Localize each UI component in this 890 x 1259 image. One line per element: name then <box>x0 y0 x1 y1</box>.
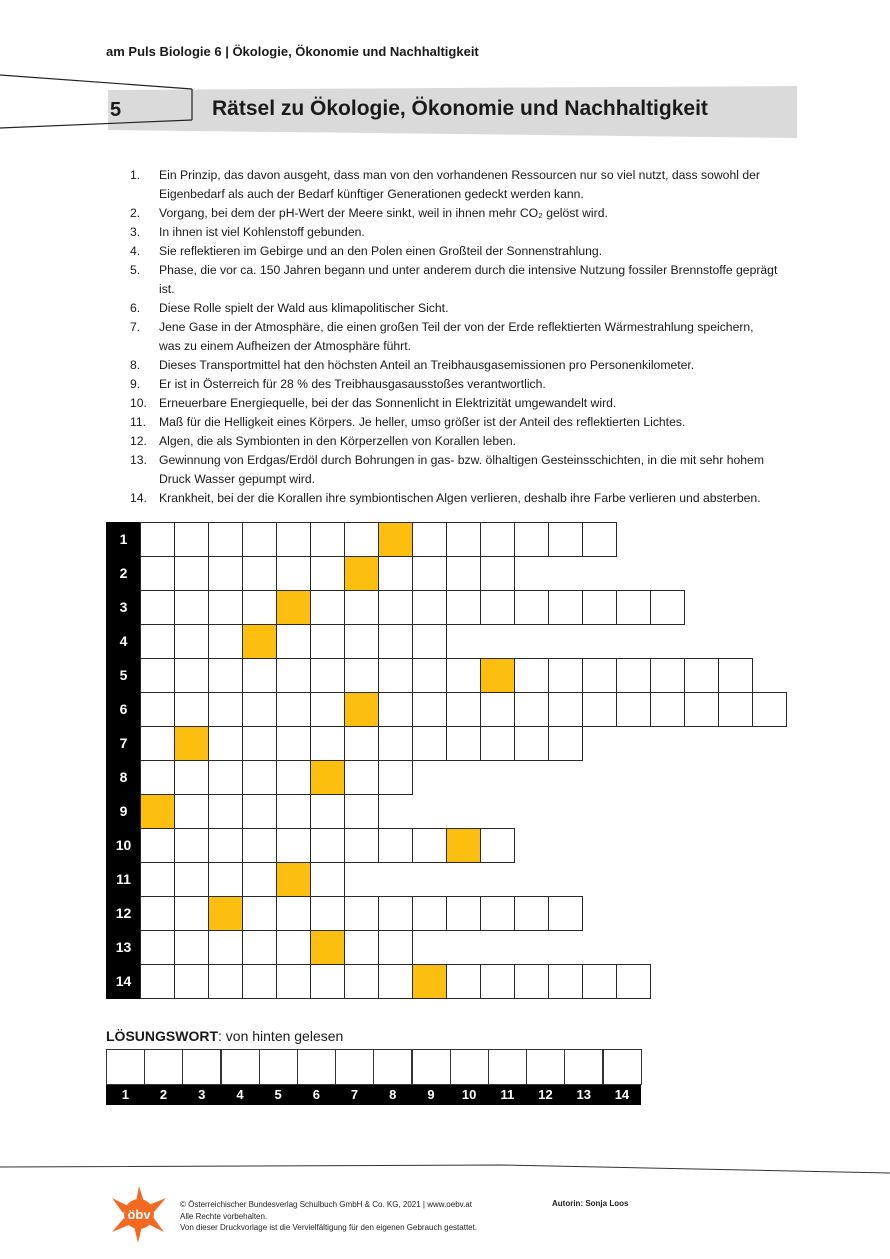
solution-letter-cell[interactable] <box>208 896 243 931</box>
letter-cell[interactable] <box>276 760 311 795</box>
solution-box[interactable] <box>144 1049 183 1085</box>
oebv-logo <box>108 1182 170 1246</box>
row-number: 7 <box>106 726 141 761</box>
letter-cell[interactable] <box>446 522 481 557</box>
row-number: 9 <box>106 794 141 829</box>
letter-cell[interactable] <box>582 590 617 625</box>
letter-cell[interactable] <box>480 590 515 625</box>
solution-number: 1 <box>106 1085 145 1105</box>
letter-cell[interactable] <box>310 726 345 761</box>
clue-item <box>130 451 778 489</box>
solution-number: 5 <box>259 1085 298 1105</box>
solution-number: 9 <box>412 1085 451 1105</box>
letter-cell[interactable] <box>140 726 175 761</box>
letter-cell[interactable] <box>242 930 277 965</box>
letter-cell[interactable] <box>242 862 277 897</box>
solution-letter-cell[interactable] <box>310 760 345 795</box>
letter-cell[interactable] <box>378 624 413 659</box>
letter-cell[interactable] <box>616 692 651 727</box>
letter-cell[interactable] <box>344 828 379 863</box>
solution-number: 10 <box>450 1085 489 1105</box>
solution-number: 2 <box>144 1085 183 1105</box>
solution-box[interactable] <box>335 1049 374 1085</box>
solution-letter-cell[interactable] <box>412 964 447 999</box>
letter-cell[interactable] <box>276 556 311 591</box>
letter-cell[interactable] <box>412 658 447 693</box>
letter-cell[interactable] <box>548 522 583 557</box>
clue-item <box>130 299 778 318</box>
letter-cell[interactable] <box>752 692 787 727</box>
letter-cell[interactable] <box>480 726 515 761</box>
letter-cell[interactable] <box>378 556 413 591</box>
letter-cell[interactable] <box>446 590 481 625</box>
footer-divider <box>0 1160 890 1176</box>
letter-cell[interactable] <box>174 658 209 693</box>
letter-cell[interactable] <box>208 794 243 829</box>
solution-number: 12 <box>526 1085 565 1105</box>
letter-cell[interactable] <box>310 828 345 863</box>
letter-cell[interactable] <box>140 522 175 557</box>
letter-cell[interactable] <box>140 862 175 897</box>
row-number: 3 <box>106 590 141 625</box>
letter-cell[interactable] <box>174 828 209 863</box>
clue-text: Erneuerbare Energiequelle, bei der das Sonnenlicht in Elektrizität umgewandelt wird. <box>159 396 617 410</box>
letter-cell[interactable] <box>480 522 515 557</box>
letter-cell[interactable] <box>310 658 345 693</box>
letter-cell[interactable] <box>242 794 277 829</box>
solution-letter-cell[interactable] <box>276 862 311 897</box>
solution-number: 4 <box>221 1085 260 1105</box>
logo-text: öbv <box>127 1207 151 1222</box>
row-number: 8 <box>106 760 141 795</box>
letter-cell[interactable] <box>174 794 209 829</box>
solution-number: 7 <box>335 1085 374 1105</box>
letter-cell[interactable] <box>276 658 311 693</box>
clue-item <box>130 261 778 299</box>
clue-item <box>130 166 778 204</box>
clue-number: 3. <box>130 225 141 239</box>
letter-cell[interactable] <box>242 964 277 999</box>
letter-cell[interactable] <box>378 760 413 795</box>
row-number: 1 <box>106 522 141 557</box>
letter-cell[interactable] <box>514 964 549 999</box>
letter-cell[interactable] <box>276 828 311 863</box>
clue-item <box>130 489 778 508</box>
letter-cell[interactable] <box>208 828 243 863</box>
letter-cell[interactable] <box>310 862 345 897</box>
solution-box[interactable] <box>373 1049 412 1085</box>
letter-cell[interactable] <box>446 692 481 727</box>
letter-cell[interactable] <box>412 522 447 557</box>
clue-number: 5. <box>130 263 141 277</box>
letter-cell[interactable] <box>174 692 209 727</box>
letter-cell[interactable] <box>208 726 243 761</box>
letter-cell[interactable] <box>174 522 209 557</box>
letter-cell[interactable] <box>276 726 311 761</box>
letter-cell[interactable] <box>582 692 617 727</box>
letter-cell[interactable] <box>310 590 345 625</box>
letter-cell[interactable] <box>514 692 549 727</box>
letter-cell[interactable] <box>174 556 209 591</box>
solution-number: 3 <box>182 1085 221 1105</box>
clue-number: 9. <box>130 377 141 391</box>
clue-text: Er ist in Österreich für 28 % des Treibhausgasausstoßes verantwortlich. <box>159 377 546 391</box>
clue-text: Ein Prinzip, das davon ausgeht, dass man von den vorhandenen Ressourcen nur so viel nutzt, dass sowohl der Eigenbedarf als auch der Bedarf künftiger Generationen gedeckt werden kann. <box>159 168 760 201</box>
solution-box[interactable] <box>412 1049 451 1085</box>
letter-cell[interactable] <box>446 726 481 761</box>
letter-cell[interactable] <box>140 828 175 863</box>
letter-cell[interactable] <box>208 692 243 727</box>
letter-cell[interactable] <box>276 896 311 931</box>
letter-cell[interactable] <box>412 624 447 659</box>
clue-number: 4. <box>130 244 141 258</box>
row-number: 2 <box>106 556 141 591</box>
letter-cell[interactable] <box>548 726 583 761</box>
clue-number: 1. <box>130 168 141 182</box>
letter-cell[interactable] <box>276 964 311 999</box>
letter-cell[interactable] <box>412 726 447 761</box>
clue-text: In ihnen ist viel Kohlenstoff gebunden. <box>159 225 365 239</box>
solution-letter-cell[interactable] <box>310 930 345 965</box>
letter-cell[interactable] <box>378 726 413 761</box>
letter-cell[interactable] <box>242 658 277 693</box>
solution-letter-cell[interactable] <box>276 590 311 625</box>
letter-cell[interactable] <box>174 964 209 999</box>
letter-cell[interactable] <box>174 862 209 897</box>
letter-cell[interactable] <box>344 930 379 965</box>
solution-box[interactable] <box>297 1049 336 1085</box>
letter-cell[interactable] <box>446 556 481 591</box>
letter-cell[interactable] <box>480 828 515 863</box>
letter-cell[interactable] <box>514 896 549 931</box>
clue-text: Maß für die Helligkeit eines Körpers. Je heller, umso größer ist der Anteil des reflektierten Lichtes. <box>159 415 686 429</box>
clue-number: 14. <box>130 491 147 505</box>
letter-cell[interactable] <box>412 692 447 727</box>
solution-box[interactable] <box>106 1049 145 1085</box>
solution-letter-cell[interactable] <box>140 794 175 829</box>
letter-cell[interactable] <box>140 556 175 591</box>
clue-number: 12. <box>130 434 147 448</box>
clue-item <box>130 413 778 432</box>
letter-cell[interactable] <box>310 624 345 659</box>
row-number: 13 <box>106 930 141 965</box>
letter-cell[interactable] <box>344 726 379 761</box>
letter-cell[interactable] <box>344 590 379 625</box>
solution-number: 8 <box>373 1085 412 1105</box>
clue-text: Dieses Transportmittel hat den höchsten Anteil an Treibhausgasemissionen pro Personenkilometer. <box>159 358 695 372</box>
solution-box[interactable] <box>564 1049 603 1085</box>
footer-rights: Alle Rechte vorbehalten. <box>180 1211 268 1221</box>
clue-number: 8. <box>130 358 141 372</box>
clue-item <box>130 394 778 413</box>
letter-cell[interactable] <box>242 556 277 591</box>
letter-cell[interactable] <box>174 930 209 965</box>
clue-text: Phase, die vor ca. 150 Jahren begann und unter anderem durch die intensive Nutzung fossiler Brennstoffe geprägt ist. <box>159 263 778 296</box>
chapter-title: Rätsel zu Ökologie, Ökonomie und Nachhaltigkeit <box>212 97 708 120</box>
letter-cell[interactable] <box>548 590 583 625</box>
letter-cell[interactable] <box>310 896 345 931</box>
letter-cell[interactable] <box>276 624 311 659</box>
letter-cell[interactable] <box>242 828 277 863</box>
letter-cell[interactable] <box>514 658 549 693</box>
letter-cell[interactable] <box>310 794 345 829</box>
letter-cell[interactable] <box>718 692 753 727</box>
letter-cell[interactable] <box>684 658 719 693</box>
letter-cell[interactable] <box>412 590 447 625</box>
letter-cell[interactable] <box>412 556 447 591</box>
letter-cell[interactable] <box>378 828 413 863</box>
letter-cell[interactable] <box>140 658 175 693</box>
clue-number: 6. <box>130 301 141 315</box>
solution-number: 11 <box>488 1085 527 1105</box>
chapter-number: 5 <box>110 99 122 121</box>
solution-number: 6 <box>297 1085 336 1105</box>
clue-number: 13. <box>130 453 147 467</box>
row-number: 6 <box>106 692 141 727</box>
solution-label-bold: LÖSUNGSWORT <box>106 1028 218 1044</box>
letter-cell[interactable] <box>650 692 685 727</box>
letter-cell[interactable] <box>446 964 481 999</box>
letter-cell[interactable] <box>378 930 413 965</box>
letter-cell[interactable] <box>548 896 583 931</box>
letter-cell[interactable] <box>242 760 277 795</box>
letter-cell[interactable] <box>208 930 243 965</box>
letter-cell[interactable] <box>208 522 243 557</box>
solution-letter-cell[interactable] <box>174 726 209 761</box>
clue-text: Jene Gase in der Atmosphäre, die einen großen Teil der von der Erde reflektierten Wärmestrahlung speichern, was zu einem Aufheizen der Atmosphäre führt. <box>159 320 754 353</box>
letter-cell[interactable] <box>174 590 209 625</box>
letter-cell[interactable] <box>310 964 345 999</box>
clue-text: Diese Rolle spielt der Wald aus klimapolitischer Sicht. <box>159 301 449 315</box>
letter-cell[interactable] <box>684 692 719 727</box>
letter-cell[interactable] <box>378 658 413 693</box>
clue-text: Gewinnung von Erdgas/Erdöl durch Bohrungen in gas- bzw. ölhaltigen Gesteinsschichten, in die mit sehr hohem Druck Wasser gepumpt wird. <box>159 453 764 486</box>
letter-cell[interactable] <box>208 862 243 897</box>
letter-cell[interactable] <box>650 658 685 693</box>
clue-item <box>130 318 778 356</box>
letter-cell[interactable] <box>242 590 277 625</box>
letter-cell[interactable] <box>616 658 651 693</box>
letter-cell[interactable] <box>446 896 481 931</box>
solution-letter-cell[interactable] <box>446 828 481 863</box>
letter-cell[interactable] <box>140 624 175 659</box>
letter-cell[interactable] <box>344 794 379 829</box>
letter-cell[interactable] <box>208 556 243 591</box>
letter-cell[interactable] <box>140 964 175 999</box>
letter-cell[interactable] <box>514 590 549 625</box>
letter-cell[interactable] <box>208 658 243 693</box>
letter-cell[interactable] <box>242 896 277 931</box>
clue-text: Krankheit, bei der die Korallen ihre symbiontischen Algen verlieren, deshalb ihre Farbe verlieren und absterben. <box>159 491 761 505</box>
letter-cell[interactable] <box>174 760 209 795</box>
clue-item <box>130 432 778 451</box>
row-number: 10 <box>106 828 141 863</box>
letter-cell[interactable] <box>140 692 175 727</box>
letter-cell[interactable] <box>514 522 549 557</box>
letter-cell[interactable] <box>140 760 175 795</box>
solution-box[interactable] <box>450 1049 489 1085</box>
letter-cell[interactable] <box>378 692 413 727</box>
letter-cell[interactable] <box>412 896 447 931</box>
letter-cell[interactable] <box>344 760 379 795</box>
row-number: 14 <box>106 964 141 999</box>
solution-box[interactable] <box>221 1049 260 1085</box>
clue-list <box>130 166 778 508</box>
clue-number: 7. <box>130 320 141 334</box>
footer-author: Autorin: Sonja Loos <box>552 1199 629 1208</box>
letter-cell[interactable] <box>718 658 753 693</box>
letter-cell[interactable] <box>650 590 685 625</box>
letter-cell[interactable] <box>242 522 277 557</box>
letter-cell[interactable] <box>582 964 617 999</box>
letter-cell[interactable] <box>344 896 379 931</box>
letter-cell[interactable] <box>276 930 311 965</box>
solution-box[interactable] <box>526 1049 565 1085</box>
letter-cell[interactable] <box>344 658 379 693</box>
letter-cell[interactable] <box>582 658 617 693</box>
footer-copyright: © Österreichischer Bundesverlag Schulbuch GmbH & Co. KG, 2021 | www.oebv.at <box>180 1200 472 1209</box>
letter-cell[interactable] <box>174 624 209 659</box>
solution-label-rest: : von hinten gelesen <box>218 1028 344 1044</box>
clue-item <box>130 242 778 261</box>
letter-cell[interactable] <box>616 964 651 999</box>
solution-letter-cell[interactable] <box>344 556 379 591</box>
solution-number: 13 <box>564 1085 603 1105</box>
letter-cell[interactable] <box>480 964 515 999</box>
letter-cell[interactable] <box>140 896 175 931</box>
letter-cell[interactable] <box>344 624 379 659</box>
letter-cell[interactable] <box>276 522 311 557</box>
clue-item <box>130 204 778 223</box>
row-number: 4 <box>106 624 141 659</box>
letter-cell[interactable] <box>140 590 175 625</box>
clue-item <box>130 375 778 394</box>
letter-cell[interactable] <box>276 692 311 727</box>
solution-letter-cell[interactable] <box>480 658 515 693</box>
letter-cell[interactable] <box>378 964 413 999</box>
solution-label <box>106 1028 343 1044</box>
letter-cell[interactable] <box>480 692 515 727</box>
letter-cell[interactable] <box>276 794 311 829</box>
letter-cell[interactable] <box>140 930 175 965</box>
letter-cell[interactable] <box>412 828 447 863</box>
solution-letter-cell[interactable] <box>344 692 379 727</box>
solution-box[interactable] <box>259 1049 298 1085</box>
clue-number: 10. <box>130 396 147 410</box>
letter-cell[interactable] <box>310 692 345 727</box>
letter-cell[interactable] <box>310 522 345 557</box>
clue-item <box>130 356 778 375</box>
letter-cell[interactable] <box>616 590 651 625</box>
solution-letter-cell[interactable] <box>378 522 413 557</box>
letter-cell[interactable] <box>208 760 243 795</box>
clue-number: 2. <box>130 206 141 220</box>
solution-number: 14 <box>603 1085 642 1105</box>
letter-cell[interactable] <box>208 590 243 625</box>
letter-cell[interactable] <box>514 726 549 761</box>
book-title: am Puls Biologie 6 | Ökologie, Ökonomie und Nachhaltigkeit <box>106 44 479 59</box>
clue-item <box>130 223 778 242</box>
solution-box[interactable] <box>603 1049 642 1085</box>
footer-permission: Von dieser Druckvorlage ist die Vervielfältigung für den eigenen Gebrauch gestattet. <box>180 1223 478 1232</box>
letter-cell[interactable] <box>310 556 345 591</box>
letter-cell[interactable] <box>480 556 515 591</box>
footer-legal <box>180 1199 477 1234</box>
letter-cell[interactable] <box>548 692 583 727</box>
letter-cell[interactable] <box>480 896 515 931</box>
solution-box[interactable] <box>488 1049 527 1085</box>
letter-cell[interactable] <box>344 522 379 557</box>
clue-text: Algen, die als Symbionten in den Körperzellen von Korallen leben. <box>159 434 517 448</box>
letter-cell[interactable] <box>208 624 243 659</box>
clue-number: 11. <box>130 415 147 429</box>
clue-text: Sie reflektieren im Gebirge und an den Polen einen Großteil der Sonnenstrahlung. <box>159 244 603 258</box>
letter-cell[interactable] <box>344 964 379 999</box>
letter-cell[interactable] <box>548 964 583 999</box>
letter-cell[interactable] <box>378 590 413 625</box>
letter-cell[interactable] <box>208 964 243 999</box>
letter-cell[interactable] <box>446 658 481 693</box>
letter-cell[interactable] <box>582 522 617 557</box>
clue-text: Vorgang, bei dem der pH-Wert der Meere sinkt, weil in ihnen mehr CO₂ gelöst wird. <box>159 206 608 220</box>
row-number: 12 <box>106 896 141 931</box>
letter-cell[interactable] <box>242 726 277 761</box>
solution-box[interactable] <box>182 1049 221 1085</box>
letter-cell[interactable] <box>242 692 277 727</box>
letter-cell[interactable] <box>548 658 583 693</box>
letter-cell[interactable] <box>378 896 413 931</box>
solution-letter-cell[interactable] <box>242 624 277 659</box>
row-number: 11 <box>106 862 141 897</box>
letter-cell[interactable] <box>174 896 209 931</box>
row-number: 5 <box>106 658 141 693</box>
